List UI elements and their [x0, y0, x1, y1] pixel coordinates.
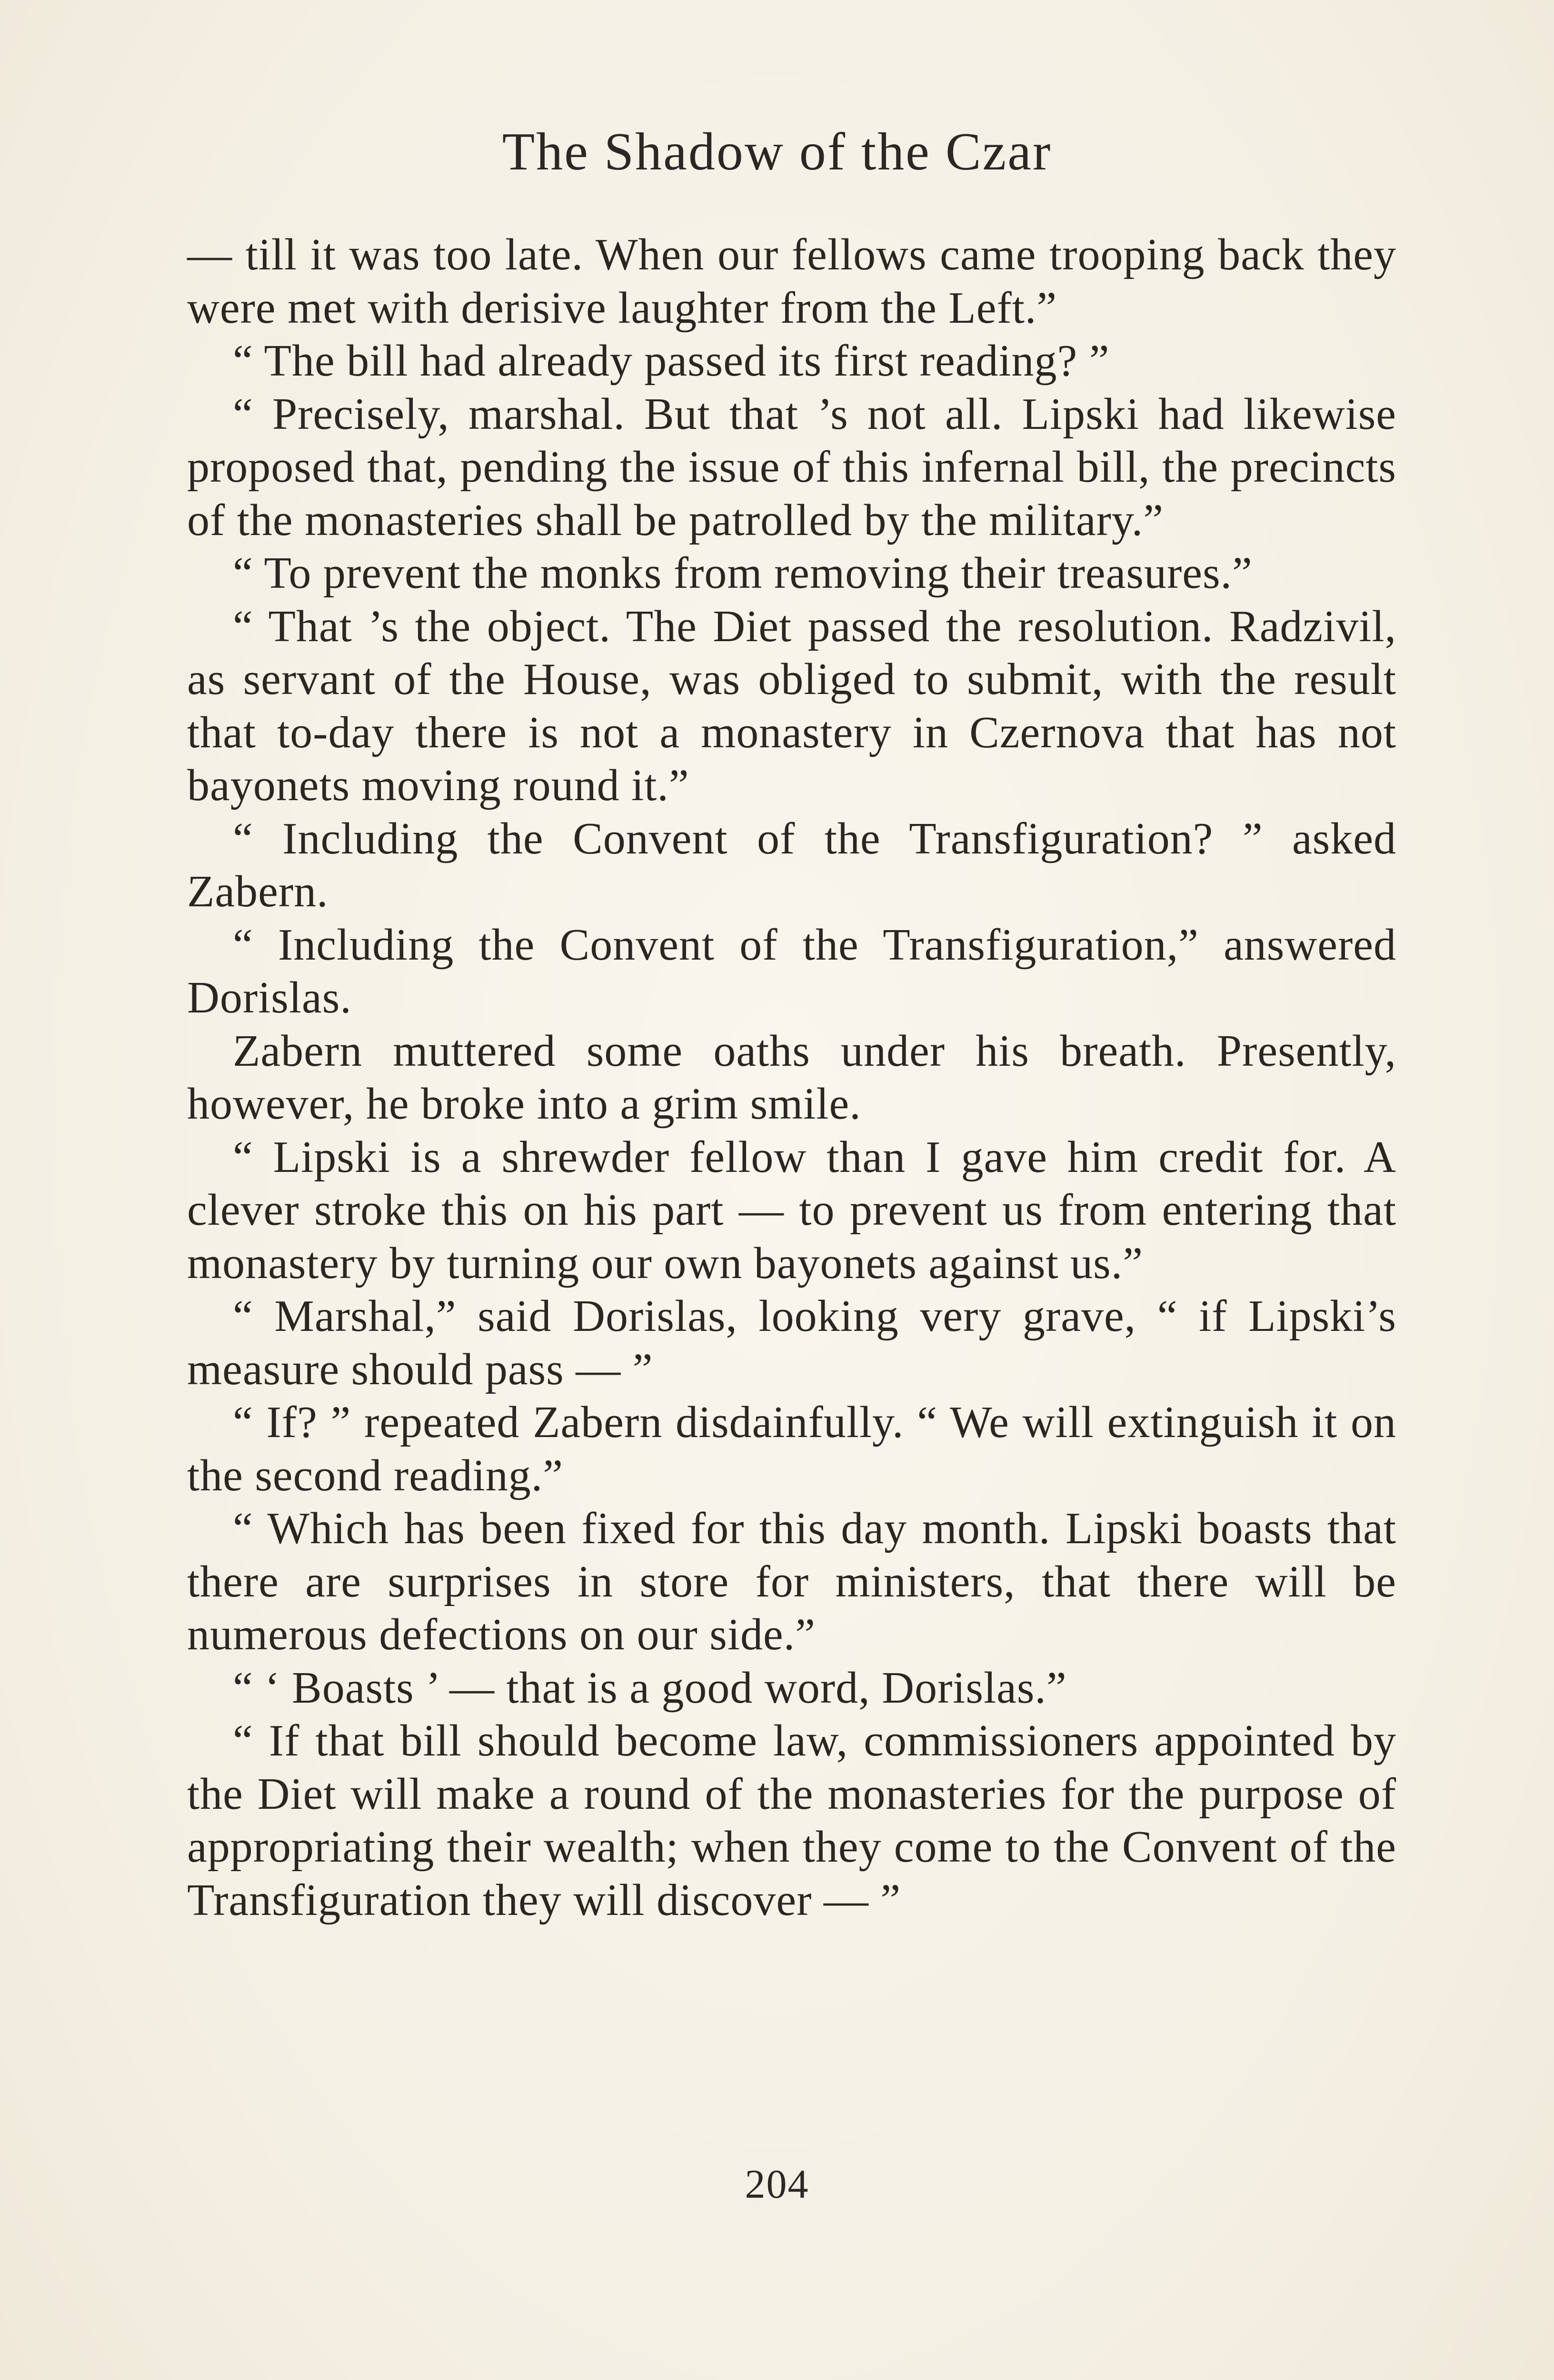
paragraph: Zabern muttered some oaths under his breath. Presently, however, he broke into a grim smile.: [187, 1026, 1396, 1129]
paragraph: “ If that bill should become law, commissioners appointed by the Diet will make a round of the monasteries for the purpose of appropriating their wealth; when they come to the Convent of the Transfiguration they will discover — ”: [187, 1716, 1396, 1925]
paragraph: “ Lipski is a shrewder fellow than I gave him credit for. A clever stroke this on his part — to prevent us from entering that monastery by turning our own bayonets against us.”: [187, 1132, 1396, 1288]
paragraph: “ The bill had already passed its first reading? ”: [233, 336, 1110, 386]
paragraph: “ If? ” repeated Zabern disdainfully. “ We will extinguish it on the second reading.”: [187, 1398, 1396, 1500]
paragraph: “ That ’s the object. The Diet passed the resolution. Radzivil, as servant of the House, was obliged to submit, with the result that to-day there is not a monastery in Czernova that has not bayonets moving round it.”: [187, 601, 1396, 810]
body-text: [187, 228, 1396, 1927]
running-title: The Shadow of the Czar: [502, 122, 1052, 181]
paragraph: “ Which has been fixed for this day month. Lipski boasts that there are surprises in store for ministers, that there will be numerous defections on our side.”: [187, 1504, 1396, 1659]
paragraph: “ To prevent the monks from removing their treasures.”: [233, 548, 1253, 598]
paragraph: “ Including the Convent of the Transfiguration? ” asked Zabern.: [187, 813, 1396, 916]
paragraph: “ ‘ Boasts ’ — that is a good word, Dorislas.”: [233, 1663, 1067, 1713]
paragraph: “ Marshal,” said Dorislas, looking very grave, “ if Lipski’s measure should pass — ”: [187, 1291, 1396, 1394]
paragraph: — till it was too late. When our fellows came trooping back they were met with derisive laughter from the Left.”: [187, 230, 1396, 333]
page-number: 204: [745, 2161, 809, 2207]
paragraph: “ Precisely, marshal. But that ’s not all. Lipski had likewise proposed that, pending the issue of this infernal bill, the precincts of the monasteries shall be patrolled by the military.”: [187, 389, 1396, 545]
paragraph: “ Including the Convent of the Transfiguration,” answered Dorislas.: [187, 920, 1396, 1022]
